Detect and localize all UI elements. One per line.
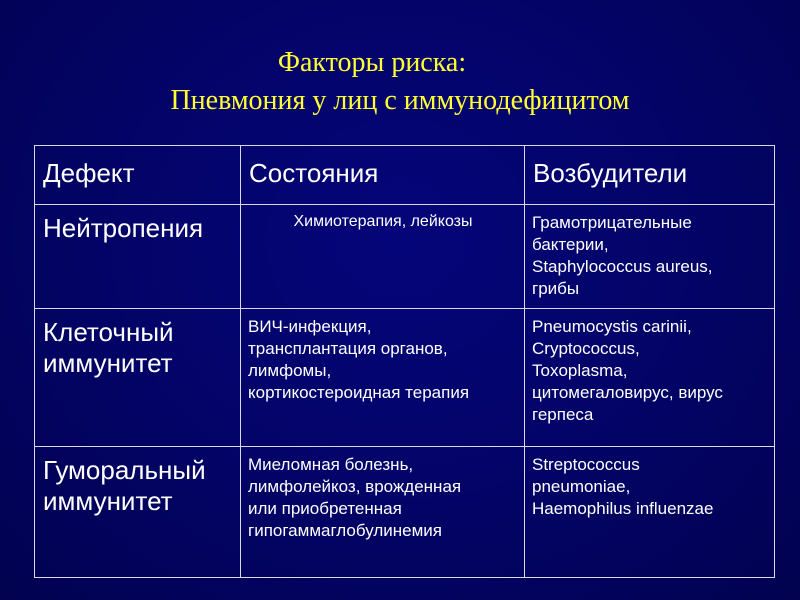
pathogens-cell — [525, 205, 775, 309]
condition-text: лимфомы, — [248, 361, 332, 380]
defect-label: Гуморальный — [43, 455, 206, 485]
pathogen-text: герпеса — [532, 405, 594, 424]
condition-text: или приобретенная — [248, 499, 402, 518]
condition-text: ВИЧ-инфекция, — [248, 317, 372, 336]
pathogen-text: грибы — [532, 279, 580, 298]
header-conditions: Состояния — [241, 146, 525, 205]
defect-label: Клеточный — [43, 317, 174, 347]
pathogen-text: Toxoplasma, — [532, 361, 628, 380]
condition-text: лимфолейкоз, врожденная — [248, 477, 462, 496]
table-row — [35, 205, 775, 309]
condition-text: Химиотерапия, лейкозы — [293, 213, 473, 230]
condition-text: трансплантация органов, — [248, 339, 448, 358]
pathogen-text: Haemophilus influenzae — [532, 499, 714, 518]
pathogens-cell — [525, 447, 775, 578]
defect-label: иммунитет — [43, 348, 173, 378]
pathogens-cell — [525, 309, 775, 447]
conditions-cell — [241, 309, 525, 447]
defect-cell — [35, 309, 241, 447]
pathogen-text: Грамотрицательные — [532, 213, 692, 232]
slide-title-line-2: Пневмония у лиц с иммунодефицитом — [170, 85, 630, 116]
pathogen-text: Streptococcus — [532, 455, 640, 474]
defect-cell — [35, 447, 241, 578]
risk-factors-table — [34, 145, 775, 578]
conditions-cell — [241, 447, 525, 578]
table-row — [35, 447, 775, 578]
condition-text: гипогаммаглобулинемия — [248, 521, 442, 540]
conditions-cell — [241, 205, 525, 309]
defect-label: иммунитет — [43, 486, 173, 516]
defect-label: Нейтропения — [43, 213, 204, 243]
pathogen-text: pneumoniae, — [532, 477, 631, 496]
slide-title-line-1: Факторы риска: — [277, 47, 467, 78]
condition-text: кортикостероидная терапия — [248, 383, 470, 402]
table-row — [35, 309, 775, 447]
pathogen-text: Cryptococcus, — [532, 339, 640, 358]
pathogen-text: бактерии, — [532, 235, 609, 254]
header-defect: Дефект — [35, 146, 241, 205]
pathogen-text: цитомегаловирус, вирус — [532, 383, 723, 402]
slide-title — [0, 44, 800, 120]
condition-text: Миеломная болезнь, — [248, 455, 414, 474]
table-header-row — [35, 146, 775, 205]
header-pathogens: Возбудители — [525, 146, 775, 205]
pathogen-text: Staphylococcus aureus, — [532, 257, 713, 276]
pathogen-text: Pneumocystis carinii, — [532, 317, 692, 336]
defect-cell — [35, 205, 241, 309]
